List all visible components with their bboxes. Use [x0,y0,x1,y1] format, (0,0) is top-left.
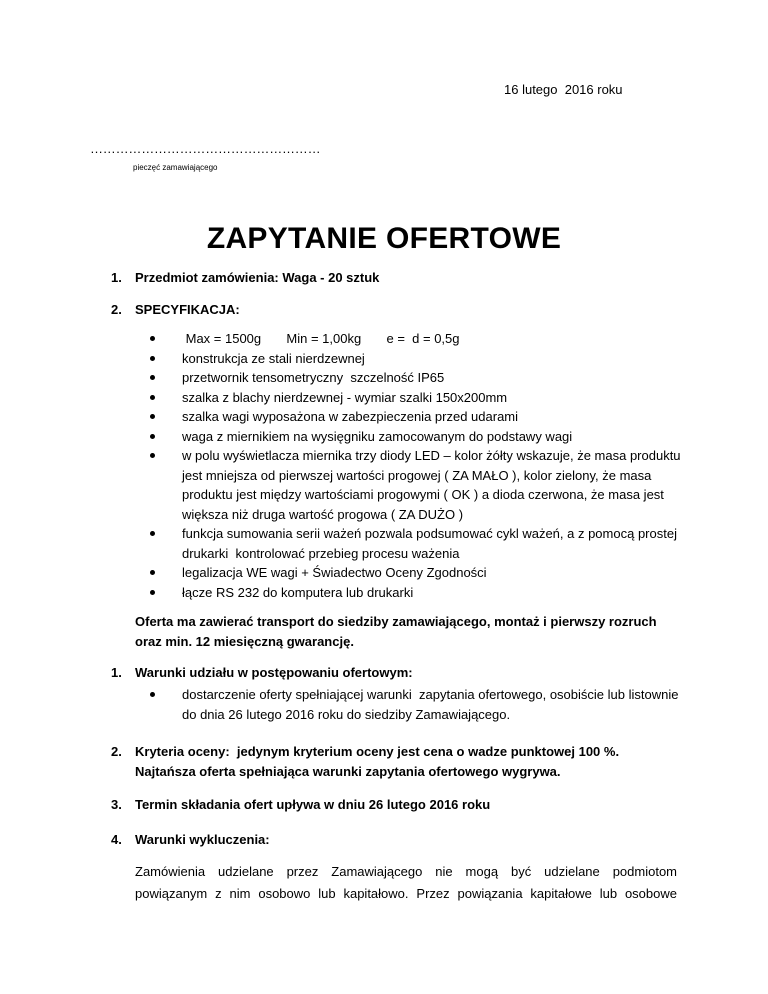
bullet-icon [150,692,155,697]
stamp-label: pieczęć zamawiającego [133,163,218,172]
exclusion-paragraph: Zamówienia udzielane przez Zamawiającego nie mogą być udzielane podmiotom powiązanym z nim osobowo lub kapitałowo. Przez powiązania kapitałowe lub osobowe [135,864,677,901]
condition-3 [111,795,681,815]
list-item: legalizacja WE wagi + Świadectwo Oceny Zgodności [150,563,690,583]
condition-number: 2. [111,744,122,759]
section-number: 2. [111,302,122,317]
section-text: Przedmiot zamówienia: Waga - 20 sztuk [135,270,380,285]
offer-note: Oferta ma zawierać transport do siedziby zamawiającego, montaż i pierwszy rozruch oraz min. 12 miesięczną gwarancję. [135,614,657,649]
bullet-icon [150,434,155,439]
bullet-icon [150,570,155,575]
document-title: ZAPYTANIE OFERTOWE [206,222,562,255]
section-number: 1. [111,270,122,285]
list-item: łącze RS 232 do komputera lub drukarki [150,583,690,603]
list-item: waga z miernikiem na wysięgniku zamocowanym do podstawy wagi [150,427,690,447]
condition-number: 4. [111,832,122,847]
list-item: dostarczenie oferty spełniającej warunki zapytania ofertowego, osobiście lub listownie do dnia 26 lutego 2016 roku do siedziby Zamawiającego. [150,685,690,724]
document-date: 16 lutego 2016 roku [504,82,623,97]
condition-2 [111,742,681,781]
condition-4 [111,830,681,850]
section-1-heading [111,270,379,285]
bullet-icon [150,395,155,400]
bullet-icon [150,453,155,458]
condition-number: 1. [111,665,122,680]
bullet-icon [150,356,155,361]
condition-1-list [150,685,690,724]
condition-text: Termin składania ofert upływa w dniu 26 lutego 2016 roku [135,797,491,812]
stamp-dotted-line: ……………………………………………… [90,141,321,156]
list-item: w polu wyświetlacza miernika trzy diody LED – kolor żółty wskazuje, że masa produktu jest mniejsza od pierwszej wartości progowej ( ZA MAŁO ), kolor zielony, że masa produktu jest między wartościami progowymi ( OK ) a dioda czerwona, że masa jest większa niż druga wartość progowa ( ZA DUŻO ) [150,446,690,524]
bullet-icon [150,414,155,419]
list-item: przetwornik tensometryczny szczelność IP65 [150,368,690,388]
section-2-heading [111,302,240,317]
condition-text: Warunki wykluczenia: [135,832,270,847]
bullet-icon [150,590,155,595]
list-item: funkcja sumowania serii ważeń pozwala podsumować cykl ważeń, a z pomocą prostej drukarki kontrolować przebieg procesu ważenia [150,524,690,563]
condition-number: 3. [111,797,122,812]
condition-text: Kryteria oceny: jedynym kryterium oceny jest cena o wadze punktowej 100 %. Najtańsza oferta spełniająca warunki zapytania ofertowego wygrywa. [135,744,623,779]
bullet-icon [150,336,155,341]
list-item: Max = 1500g Min = 1,00kg e = d = 0,5g [150,329,690,349]
specification-list [150,329,690,602]
list-item: konstrukcja ze stali nierdzewnej [150,349,690,369]
bullet-icon [150,531,155,536]
bullet-icon [150,375,155,380]
condition-text: Warunki udziału w postępowaniu ofertowym: [135,665,413,680]
condition-1 [111,663,681,683]
list-item: szalka z blachy nierdzewnej - wymiar szalki 150x200mm [150,388,690,408]
section-text: SPECYFIKACJA: [135,302,240,317]
list-item: szalka wagi wyposażona w zabezpieczenia przed udarami [150,407,690,427]
